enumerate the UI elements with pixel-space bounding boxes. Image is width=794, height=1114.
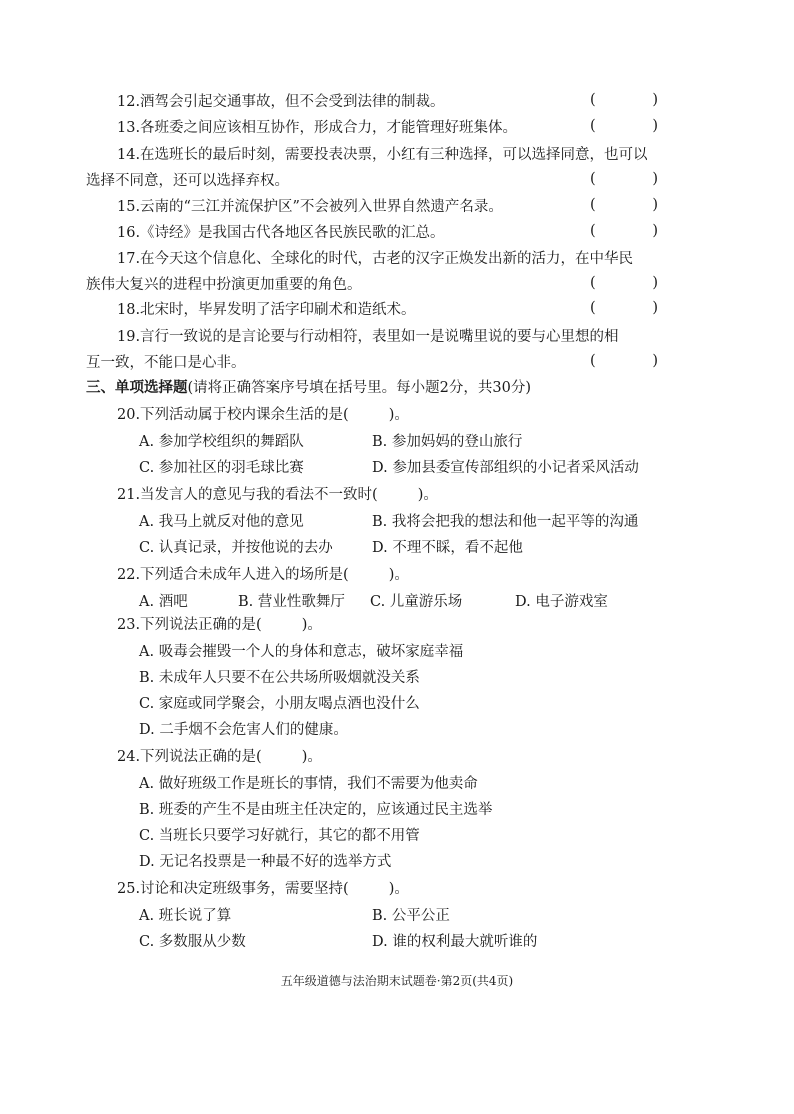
tf-item-19: [86, 322, 658, 374]
question-stem: 23.下列说法正确的是( )。: [117, 617, 322, 633]
question-stem: 25.讨论和决定班级事务，需要坚持( )。: [117, 881, 409, 897]
answer-bracket[interactable]: ( ): [590, 171, 658, 187]
tf-question-text: 15.云南的“三江并流保护区”不会被列入世界自然遗产名录。: [117, 198, 503, 215]
tf-question-text: 14.在选班长的最后时刻，需要投表决票，小红有三种选择，可以选择同意，也可以: [117, 146, 648, 163]
answer-bracket[interactable]: ( ): [590, 92, 658, 108]
answer-bracket[interactable]: ( ): [590, 223, 658, 239]
tf-question-text: 18.北宋时，毕昇发明了活字印刷术和造纸术。: [117, 301, 416, 318]
tf-question-text: 19.言行一致说的是言论要与行动相符，表里如一是说嘴里说的要与心里想的相: [117, 328, 619, 345]
tf-question-text: 12.酒驾会引起交通事故，但不会受到法律的制裁。: [117, 93, 445, 110]
option-b[interactable]: B. 营业性歌舞厅: [238, 594, 345, 610]
option-c[interactable]: C. 家庭或同学聚会，小朋友喝点酒也没什么: [139, 696, 420, 712]
page-footer: 五年级道德与法治期末试题卷·第2页(共4页): [280, 974, 514, 988]
option-d[interactable]: D. 无记名投票是一种最不好的选举方式: [139, 854, 392, 870]
question-stem: 20.下列活动属于校内课余生活的是( )。: [117, 407, 409, 423]
option-b[interactable]: B. 班委的产生不是由班主任决定的，应该通过民主选举: [139, 802, 493, 818]
option-b[interactable]: B. 未成年人只要不在公共场所吸烟就没关系: [139, 670, 420, 686]
tf-item-18: [86, 295, 658, 321]
tf-item-12: [86, 87, 658, 113]
answer-bracket[interactable]: ( ): [590, 197, 658, 213]
tf-question-text: 选择不同意，还可以选择弃权。: [86, 172, 289, 189]
option-c[interactable]: C. 儿童游乐场: [370, 594, 463, 610]
question-stem: 22.下列适合未成年人进入的场所是( )。: [117, 567, 409, 583]
option-d[interactable]: D. 二手烟不会危害人们的健康。: [139, 722, 348, 738]
option-c[interactable]: C. 当班长只要学习好就行，其它的都不用管: [139, 828, 420, 844]
question-stem: 21.当发言人的意见与我的看法不一致时( )。: [117, 487, 438, 503]
answer-bracket[interactable]: ( ): [590, 353, 658, 369]
section-note: (请将正确答案序号填在括号里。每小题2分，共30分): [187, 380, 531, 396]
option-a[interactable]: A. 酒吧: [139, 594, 188, 610]
tf-question-text: 互一致，不能口是心非。: [86, 354, 246, 371]
answer-bracket[interactable]: ( ): [590, 300, 658, 316]
option-c[interactable]: C. 参加社区的羽毛球比赛: [139, 460, 304, 476]
section-title: 三、单项选择题: [86, 379, 188, 396]
answer-bracket[interactable]: ( ): [590, 118, 658, 134]
tf-item-14: [86, 140, 658, 192]
tf-question-text: 13.各班委之间应该相互协作，形成合力，才能管理好班集体。: [117, 119, 518, 136]
question-stem: 24.下列说法正确的是( )。: [117, 749, 322, 765]
option-d[interactable]: D. 谁的权利最大就听谁的: [372, 934, 538, 950]
tf-item-15: [86, 192, 658, 218]
option-a[interactable]: A. 参加学校组织的舞蹈队: [139, 434, 304, 450]
option-d[interactable]: D. 不理不睬，看不起他: [372, 540, 523, 556]
option-b[interactable]: B. 我将会把我的想法和他一起平等的沟通: [372, 514, 639, 530]
section-heading: [86, 376, 706, 397]
option-c[interactable]: C. 认真记录，并按他说的去办: [139, 540, 333, 556]
option-a[interactable]: A. 吸毒会摧毁一个人的身体和意志，破坏家庭幸福: [139, 644, 464, 660]
option-d[interactable]: D. 参加县委宣传部组织的小记者采风活动: [372, 460, 639, 476]
tf-question-text: 17.在今天这个信息化、全球化的时代，古老的汉字正焕发出新的活力，在中华民: [117, 250, 634, 267]
tf-question-text: 16.《诗经》是我国古代各地区各民族民歌的汇总。: [117, 224, 445, 241]
option-c[interactable]: C. 多数服从少数: [139, 934, 246, 950]
tf-question-text: 族伟大复兴的进程中扮演更加重要的角色。: [86, 276, 362, 293]
tf-item-13: [86, 113, 658, 139]
option-d[interactable]: D. 电子游戏室: [515, 594, 608, 610]
option-a[interactable]: A. 做好班级工作是班长的事情，我们不需要为他卖命: [139, 776, 478, 792]
answer-bracket[interactable]: ( ): [590, 275, 658, 291]
option-a[interactable]: A. 我马上就反对他的意见: [139, 514, 304, 530]
tf-item-17: [86, 244, 658, 296]
option-b[interactable]: B. 参加妈妈的登山旅行: [372, 434, 523, 450]
tf-item-16: [86, 218, 658, 244]
option-b[interactable]: B. 公平公正: [372, 908, 450, 924]
option-a[interactable]: A. 班长说了算: [139, 908, 232, 924]
